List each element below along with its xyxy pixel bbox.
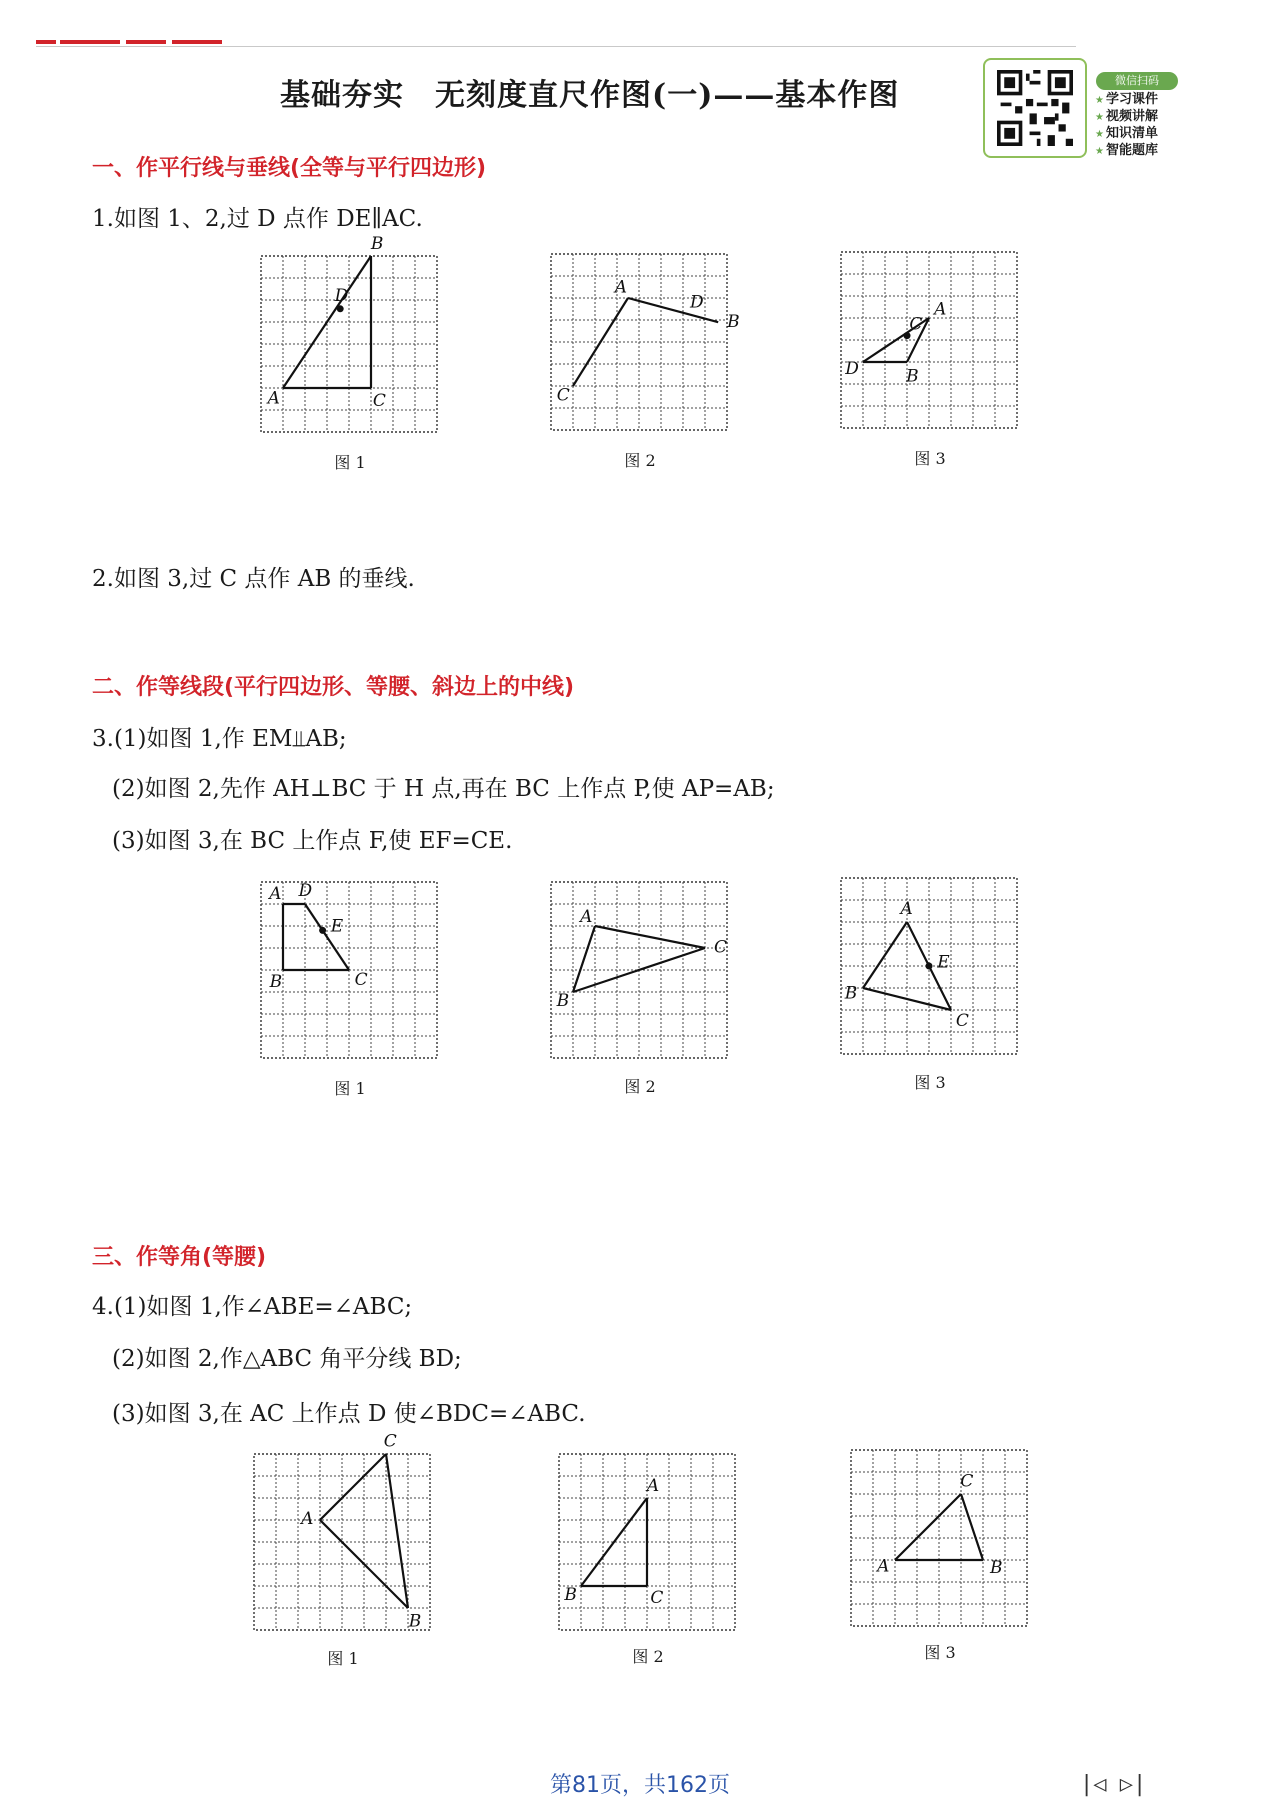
point-label-A: A (900, 899, 913, 920)
qr-item: ★ 知识清单 (1095, 126, 1158, 143)
grid-figure (545, 876, 733, 1064)
grid-figure (255, 876, 443, 1064)
point-label-D: D (689, 292, 704, 313)
point-label-D: D (334, 285, 349, 306)
point-label-E: E (937, 952, 950, 973)
point-label-B: B (564, 1584, 577, 1605)
qr-code-icon (997, 70, 1073, 146)
point-label-C: C (955, 1010, 969, 1031)
segment-BA (581, 1498, 647, 1586)
figure (248, 1431, 436, 1636)
problem-text: (3)如图 3,在 BC 上作点 F,使 EF=CE. (112, 828, 513, 854)
header-rule (36, 46, 1076, 47)
segment-CB (386, 1454, 408, 1608)
point-label-B: B (370, 233, 384, 254)
grid-figure (545, 248, 740, 436)
qr-badge: 微信扫码 (1096, 72, 1178, 90)
grid-figure (845, 1444, 1033, 1632)
figure-caption: 图 3 (924, 1643, 956, 1662)
section-title: 一、作平行线与垂线(全等与平行四边形) (92, 156, 487, 181)
point-label-C: C (372, 391, 386, 412)
point-label-B: B (727, 311, 740, 332)
point-label-E: E (330, 916, 344, 937)
figure-caption: 图 1 (334, 453, 366, 472)
point-label-B: B (844, 983, 858, 1004)
problem-text: (3)如图 3,在 AC 上作点 D 使∠BDC=∠ABC. (112, 1401, 586, 1427)
point-label-A: A (269, 884, 282, 905)
point-label-B: B (556, 991, 570, 1012)
page-number: 第81页，共162页 (550, 1773, 730, 1798)
segment-AB (573, 926, 595, 992)
segment-DC (305, 904, 349, 970)
grid-figure (835, 246, 1023, 434)
figure-caption: 图 3 (914, 449, 946, 468)
point-label-B: B (906, 366, 919, 387)
page-title: 基础夯实 无刻度直尺作图(一)——基本作图 (280, 78, 900, 113)
point-label-D: D (298, 881, 313, 902)
problem-text: 2.如图 3,过 C 点作 AB 的垂线. (92, 566, 415, 592)
point-dot-E (926, 963, 933, 970)
segment-CA (595, 926, 705, 948)
figure (545, 876, 733, 1064)
figure-caption: 图 1 (334, 1079, 366, 1098)
segment-AC (320, 1454, 386, 1520)
problem-text: 1.如图 1、2,过 D 点作 DE∥AC. (92, 206, 423, 232)
qr-feature-list (1095, 92, 1158, 160)
figure-caption: 图 3 (914, 1073, 946, 1092)
point-label-A: A (301, 1509, 314, 1530)
point-label-C: C (960, 1471, 974, 1492)
point-label-A: A (267, 388, 280, 409)
grid-figure (255, 233, 443, 438)
figure (545, 248, 740, 436)
segment-AC (895, 1494, 961, 1560)
figure-caption: 图 1 (327, 1649, 359, 1668)
qr-item: ★ 智能题库 (1095, 143, 1158, 160)
section-title: 三、作等角(等腰) (92, 1245, 267, 1270)
point-label-A: A (580, 907, 593, 928)
segment-CB (961, 1494, 983, 1560)
point-label-C: C (713, 937, 727, 958)
problem-text: (2)如图 2,作△ABC 角平分线 BD; (112, 1346, 462, 1372)
point-label-C: C (383, 1431, 397, 1452)
figure-caption: 图 2 (624, 1077, 656, 1096)
qr-item: ★ 学习课件 (1095, 92, 1158, 109)
figure-caption: 图 2 (624, 451, 656, 470)
point-label-B: B (269, 972, 283, 993)
point-label-A: A (934, 299, 947, 320)
grid-figure (553, 1448, 741, 1636)
point-label-D: D (845, 358, 859, 379)
qr-code-block[interactable] (983, 58, 1195, 162)
point-label-C: C (909, 314, 923, 335)
point-dot-E (319, 927, 326, 934)
qr-frame (983, 58, 1087, 158)
figure (835, 246, 1023, 434)
point-label-A: A (614, 277, 628, 298)
point-label-A: A (646, 1475, 660, 1496)
problem-text: 3.(1)如图 1,作 EM⫫AB; (92, 726, 347, 752)
figure-caption: 图 2 (632, 1647, 664, 1666)
point-label-C: C (650, 1588, 664, 1609)
point-label-C: C (354, 970, 368, 991)
qr-item: ★ 视频讲解 (1095, 109, 1158, 126)
point-dot-D (337, 305, 344, 312)
grid-figure (835, 872, 1023, 1060)
point-label-B: B (990, 1558, 1003, 1579)
section-title: 二、作等线段(平行四边形、等腰、斜边上的中线) (92, 675, 575, 700)
point-label-A: A (877, 1556, 890, 1577)
figure (255, 233, 443, 438)
figure (553, 1448, 741, 1636)
page-nav-controls[interactable]: |◁ ▷| (1080, 1772, 1147, 1797)
grid-figure (248, 1431, 436, 1636)
problem-text: 4.(1)如图 1,作∠ABE=∠ABC; (92, 1294, 413, 1320)
figure (255, 876, 443, 1064)
point-label-C: C (556, 385, 570, 406)
point-label-B: B (408, 1611, 422, 1632)
problem-text: (2)如图 2,先作 AH⊥BC 于 H 点,再在 BC 上作点 P,使 AP=AB; (112, 776, 775, 802)
figure (835, 872, 1023, 1060)
figure (845, 1444, 1033, 1632)
